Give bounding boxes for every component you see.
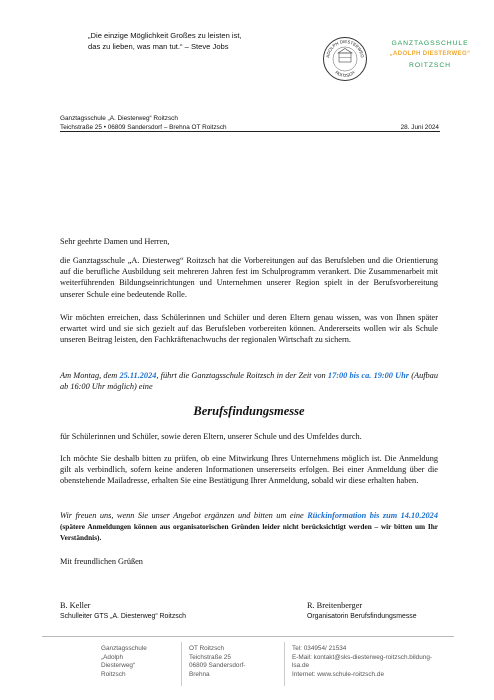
footer-contact bbox=[292, 645, 447, 680]
letter-date: 28. Juni 2024 bbox=[400, 124, 439, 131]
sender-line-1: Ganztagsschule „A. Diesterweg“ Roitzsch bbox=[60, 115, 178, 122]
salutation: Sehr geehrte Damen und Herren, bbox=[60, 237, 170, 246]
paragraph-2: Wir möchten erreichen, dass Schülerinnen und Schüler und deren Eltern genau wissen, was von Ihnen später erwartet wird und sie sich gezielt auf das Berufsleben vorbereiten können. Andererseits wollen wir als Schule unseren Beitrag leisten, den Fachkräftenachwuchs der regionalen Wirtschaft zu sichern. bbox=[60, 313, 438, 345]
footer-email[interactable]: E-Mail: kontakt@sks-diesterweg-roitzsch.bildung- bbox=[292, 653, 433, 661]
footer-separator bbox=[181, 642, 182, 686]
deadline-text-b: (spätere Anmeldungen können aus organisatorischen Gründen leider nicht berücksichtigt werden – wir bitten um Ihr Verständnis). bbox=[60, 522, 438, 543]
school-seal-logo bbox=[322, 36, 368, 82]
seal-text-top: ADOLPH DIESTERWEG bbox=[325, 38, 365, 59]
motto-quote bbox=[88, 30, 298, 52]
footer-school-line: „Adolph bbox=[101, 653, 124, 661]
paragraph-deadline bbox=[60, 510, 438, 544]
event-headline: Berufsfindungsmesse bbox=[193, 404, 305, 418]
signer-name-left: B. Keller bbox=[60, 601, 91, 610]
signer-role-left: Schulleiter GTS „A. Diesterweg“ Roitzsch bbox=[60, 613, 186, 620]
event-date: 25.11.2024 bbox=[119, 371, 157, 380]
closing: Mit freundlichen Grüßen bbox=[60, 557, 143, 566]
footer-website[interactable]: Internet: www.schule-roitzsch.de bbox=[292, 671, 384, 679]
sender-divider bbox=[60, 131, 440, 132]
paragraph-audience: für Schülerinnen und Schüler, sowie deren Eltern, unserer Schule und des Umfeldes durch. bbox=[60, 432, 362, 441]
footer-school bbox=[101, 645, 171, 680]
footer-address-line: Brehna bbox=[189, 671, 210, 679]
footer-address-line: OT Roitzsch bbox=[189, 645, 225, 652]
school-name-line-1: GANZTAGSSCHULE bbox=[391, 40, 469, 47]
event-text-b: , führt die Ganztagsschule Roitzsch in der Zeit von bbox=[156, 371, 328, 380]
event-text-c: (Aufbau ab 16:00 Uhr möglich) eine bbox=[60, 371, 438, 392]
signer-name-right: R. Breitenberger bbox=[307, 601, 363, 610]
school-name-line-3: ROITZSCH bbox=[409, 62, 451, 69]
footer-email-cont[interactable]: lsa.de bbox=[292, 662, 310, 670]
footer-address-line: 06809 Sandersdorf- bbox=[189, 662, 246, 670]
footer-address-line: Teichstraße 25 bbox=[189, 653, 231, 661]
deadline-date: Rückinformation bis zum 14.10.2024 bbox=[307, 511, 438, 520]
footer-school-line: Diesterweg“ bbox=[101, 662, 136, 670]
deadline-text-a: Wir freuen uns, wenn Sie unser Angebot ergänzen und bitten um eine bbox=[60, 511, 308, 520]
footer-school-line: Ganztagsschule bbox=[101, 645, 147, 652]
seal-text-bottom: ROITZSCH bbox=[334, 69, 356, 79]
paragraph-registration: Ich möchte Sie deshalb bitten zu prüfen, ob eine Mitwirkung Ihres Unternehmens möglich ist. Die Anmeldung gilt als verbindlich, sofern keine anderen Informationen unsererseits erfolgen. Bei einer Anmeldung über die obenstehende Mailadresse, erhalten Sie eine Bestätigung Ihrer Anmeldung, sobald wir diese erhalten haben. bbox=[60, 454, 438, 486]
sender-line-2: Teichstraße 25 • 06809 Sandersdorf – Brehna OT Roitzsch bbox=[60, 123, 227, 131]
footer-divider bbox=[42, 636, 454, 637]
quote-line-1: „Die einzige Möglichkeit Großes zu leisten ist, bbox=[88, 31, 242, 40]
footer-school-line: Roitzsch bbox=[101, 671, 126, 679]
footer-separator bbox=[284, 642, 285, 686]
paragraph-event-details bbox=[60, 370, 438, 392]
school-name-block bbox=[372, 38, 488, 71]
quote-line-2: das zu lieben, was man tut.“ – Steve Jobs bbox=[88, 42, 229, 51]
footer-address bbox=[189, 645, 269, 680]
signature-left bbox=[60, 600, 260, 622]
signature-right bbox=[307, 600, 487, 622]
school-name-line-2: „ADOLPH DIESTERWEG“ bbox=[389, 51, 471, 57]
sender-address bbox=[60, 115, 440, 132]
signer-role-right: Organisatorin Berufsfindungsmesse bbox=[307, 613, 417, 620]
footer-phone: Tel: 034954/ 21534 bbox=[292, 645, 347, 652]
paragraph-1: die Ganztagsschule „A. Diesterweg“ Roitzsch hat die Vorbereitungen auf das Berufsleben und die Orientierung auf die berufliche Ausbildung seit mehreren Jahren fest im Schulprogramm verankert. Die Zusammenarbeit mit weiterführenden Bildungseinrichtungen und Unternehmen unserer Region spielt in der Berufsvorbereitung unserer Schule eine bedeutende Rolle. bbox=[60, 256, 438, 299]
event-text-a: Am Montag, dem bbox=[60, 371, 120, 380]
event-time: 17:00 bis ca. 19:00 Uhr bbox=[327, 371, 410, 380]
